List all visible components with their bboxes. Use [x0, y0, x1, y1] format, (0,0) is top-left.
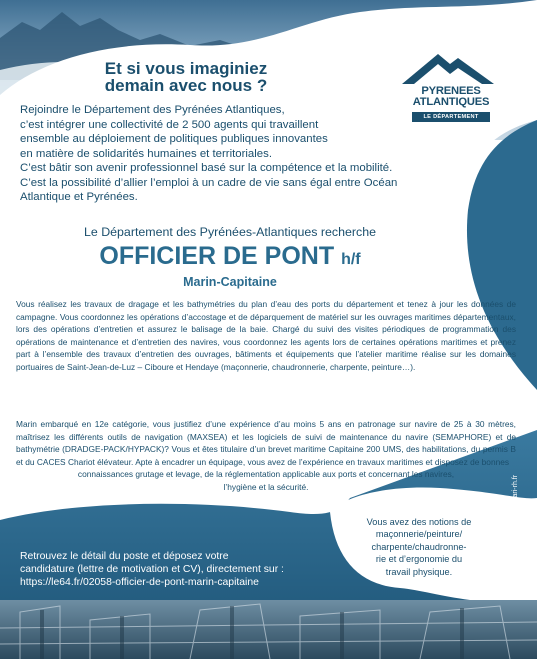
description-block-2: [16, 418, 516, 494]
side-note-line: Vous avez des notions de: [366, 517, 472, 527]
intro-line: c’est intégrer une collectivité de 2 500 agents qui travaillent: [20, 118, 319, 131]
intro-line: C’est bâtir son avenir professionnel basé sur la compétence et la mobilité.: [20, 162, 393, 174]
logo-line-1: PYRENEES: [421, 85, 481, 97]
side-note: [340, 516, 498, 578]
job-title-text: OFFICIER DE PONT: [99, 242, 335, 270]
recruiter-line: Le Département des Pyrénées-Atlantiques recherche: [83, 225, 377, 239]
description-block-1: [16, 298, 516, 374]
side-note-line: maçonnerie/peinture/: [375, 529, 463, 540]
logo-subline: LE DÉPARTEMENT: [412, 112, 490, 122]
requirements-tail-line: l’hygiène et la sécurité.: [223, 481, 309, 492]
job-subtitle: Marin-Capitaine: [183, 275, 277, 289]
intro-text: [20, 103, 450, 205]
logo-line-2: ATLANTIQUES: [412, 96, 490, 108]
description-paragraph: Vous réalisez les travaux de dragage et les bathymétries du plan d’eau des ports du département et tenez à jour les données de campagne. Vous coordonnez les opérations d’accostage et de déparquement de matériel sur les ouvrages maritimes départementaux, lors des opérations d’entretien et assurez le balisage de la baie. Chargé du suivi des visites périodiques de programmation des opérations de maintenance et d’entretien des navires, vous coordonnez les agents lors de certaines opérations maritimes et prenez part à l’ensemble des travaux d’entretien des ouvrages, bâtiments et équipements que l’atelier maritime réalise sur les domaines portuaires de Saint-Jean-de-Luz – Ciboure et Hendaye (maçonnerie, chaudronnerie, charpente, peinture…).: [16, 299, 516, 372]
job-title-suffix: h/f: [341, 251, 361, 268]
application-link[interactable]: https://le64.fr/02058-officier-de-pont-marin-capitaine: [20, 577, 259, 589]
side-note-line: charpente/chaudronne-: [371, 541, 467, 552]
application-info: [20, 550, 350, 590]
headline: Et si vous imaginiez demain avec nous ?: [104, 59, 268, 95]
application-line: candidature (lettre de motivation et CV), directement sur :: [20, 564, 284, 576]
intro-line: C’est la possibilité d’allier l’emploi à un cadre de vie sans égal entre Océan: [20, 176, 398, 189]
intro-line: ensemble au déploiement de politiques publiques innovantes: [20, 133, 328, 145]
job-title: [40, 242, 420, 274]
intro-line: Atlantique et Pyrénées.: [20, 191, 138, 203]
requirements-tail-line: connaissances grutage et levage, de la réglementation applicable aux ports et concernant les navires,: [77, 469, 455, 480]
requirements-paragraph: Marin embarqué en 12e catégorie, vous justifiez d’une expérience d’au moins 5 ans en patronage sur navire de 25 à 30 mètres, maîtrisez les différents outils de navigation (MAXSEA) et les logiciels de suivi de maintenance du navire (SEMAPHORE) et de bathymétrie (DRADGE-PACK/HYPACK)? Vous et êtes titulaire d’un brevet maritime Capitaine 200 UMS, des habilitations, du permis B et du CACES Chariot élévateur. Apte à encadrer un équipage, vous avez de l’expérience en travaux maritimes et disposez de bonnes: [16, 419, 516, 467]
intro-line: en matière de solidarités humaines et territoriales.: [20, 147, 272, 160]
application-line: Retrouvez le détail du poste et déposez votre: [20, 551, 229, 562]
logo-mountain-icon: [402, 54, 494, 84]
photo-credit: Safari-rh.fr: [512, 474, 519, 508]
intro-line: Rejoindre le Département des Pyrénées Atlantiques,: [20, 104, 285, 116]
side-note-line: rie et d’ergonomie du: [375, 554, 463, 565]
side-note-line: travail physique.: [385, 566, 453, 577]
